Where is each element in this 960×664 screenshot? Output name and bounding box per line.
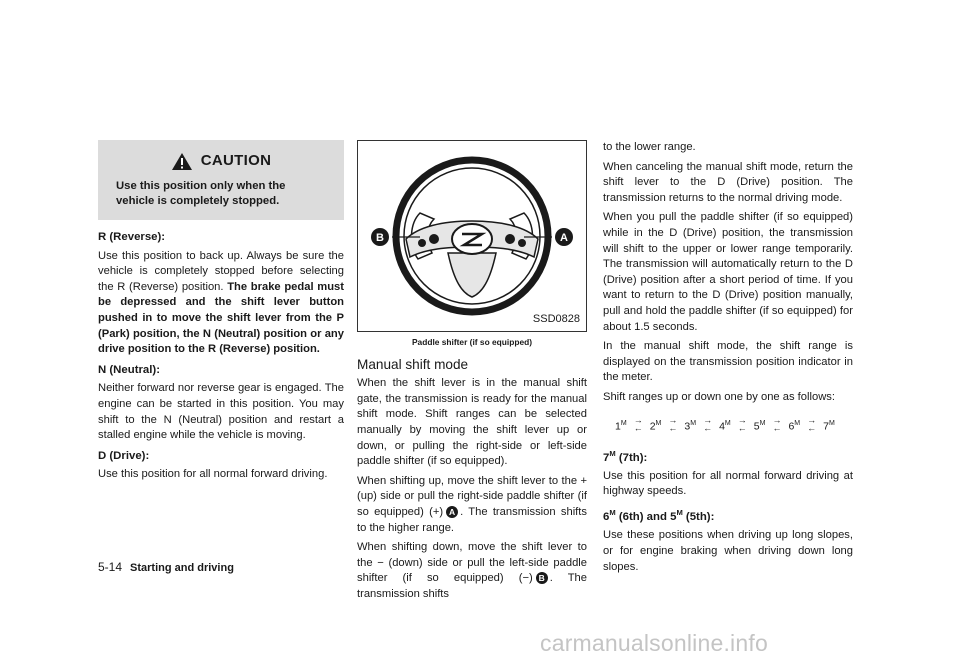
callout-label-b: B: [376, 232, 384, 244]
warning-triangle-icon: [171, 152, 193, 171]
drive-text: Use this position for all normal forward driving.: [98, 468, 328, 481]
gear-3m: [684, 416, 696, 435]
arrow-left-icon: ←: [807, 422, 817, 433]
manual-p1: When the shift lever is in the manual shift gate, the transmission is ready for the manual shift mode. Shift ranges can be selected manually by moving the shift lever up or down, or pulling the right-side or left-side paddle shifter (if so equipped).: [357, 377, 587, 468]
manual-p5: When you pull the paddle shifter (if so equipped) while in the D (Drive) position, the transmission will shift to the upper or lower range temporarily. The transmission will automatically return to the D (Drive) position after a short period of time. If you want to return to the D (Drive) position manually, pull and hold the paddle shifter (if so equipped) for about 1.5 seconds.: [603, 211, 853, 333]
gear-1m: [615, 416, 627, 435]
gear-number: 5: [753, 420, 760, 433]
watermark: carmanualsonline.info: [540, 630, 768, 656]
fifth-sup: M: [676, 508, 683, 518]
gear-sup: M: [655, 420, 662, 428]
gear-sup: M: [724, 420, 731, 428]
gear-sup: M: [759, 420, 766, 428]
shift-arrows: [703, 416, 712, 432]
caution-header: [98, 151, 344, 171]
arrow-right-icon: →: [633, 414, 643, 425]
column-left: [98, 140, 344, 487]
sixth-sup: M: [609, 508, 616, 518]
arrow-right-icon: →: [807, 414, 817, 425]
arrow-left-icon: ←: [633, 422, 643, 433]
figure-code: SSD0828: [532, 313, 580, 326]
seventh-heading: [603, 446, 853, 466]
fifth-num: 5: [670, 510, 677, 523]
callout-b-inline: B: [536, 572, 548, 584]
sixth-fifth-text: Use these positions when driving up long slopes, or for engine braking when driving down long slopes.: [603, 529, 853, 573]
gear-sup: M: [794, 420, 801, 428]
arrow-left-icon: ←: [703, 422, 713, 433]
shift-arrows: [738, 416, 747, 432]
arrow-right-icon: →: [772, 414, 782, 425]
gear-4m: [719, 416, 731, 435]
shift-arrows: [668, 416, 677, 432]
gear-sup: M: [690, 420, 697, 428]
reverse-text-bold: The brake pedal must be depressed and the shift lever button pushed in to move the shift lever from the P (Park) position, the N (Neutral) position or any drive position to the R (Reverse) position.: [98, 280, 344, 356]
gear-2m: [650, 416, 662, 435]
arrow-left-icon: ←: [737, 422, 747, 433]
arrow-right-icon: →: [703, 414, 713, 425]
gear-7m: [823, 416, 835, 435]
section-name: Starting and driving: [130, 562, 234, 574]
manual-shift-title: Manual shift mode: [357, 356, 469, 372]
callout-label-a: A: [560, 232, 568, 244]
drive-heading: D (Drive):: [98, 449, 150, 462]
neutral-heading: N (Neutral):: [98, 363, 161, 376]
gear-5m: [754, 416, 766, 435]
figure-caption: Paddle shifter (if so equipped): [411, 337, 533, 347]
page-footer: [98, 560, 234, 574]
manual-p6: In the manual shift mode, the shift range is displayed on the transmission position indicator in the meter.: [603, 340, 853, 384]
gear-number: 7: [823, 420, 829, 433]
steering-wheel-illustration: [358, 141, 586, 331]
manual-p4: When canceling the manual shift mode, return the shift lever to the D (Drive) position. The transmission returns to the normal driving mode.: [603, 160, 853, 204]
manual-p3: [357, 540, 587, 602]
reverse-text-plain: Use this position to back up. Always be sure the vehicle is completely stopped before selecting the R (Reverse) position.: [98, 249, 344, 293]
arrow-left-icon: ←: [668, 422, 678, 433]
column-right: [603, 140, 853, 579]
seventh-label: (7th):: [615, 451, 648, 464]
shift-arrows: [807, 416, 816, 432]
manual-p7: Shift ranges up or down one by one as follows:: [603, 390, 835, 403]
arrow-right-icon: →: [737, 414, 747, 425]
gear-number: 6: [788, 420, 795, 433]
gear-sup: M: [620, 420, 627, 428]
gear-sequence: [615, 414, 853, 436]
manual-p2-a: When shifting up, move the shift lever to the + (up) side or pull the right-side paddle shifter (if so equipped) (+): [357, 474, 587, 518]
reverse-heading: R (Reverse):: [98, 231, 166, 243]
sixth-fifth-end: (5th):: [682, 510, 715, 523]
manual-p3-continued: to the lower range.: [603, 141, 696, 153]
shift-arrows: [772, 416, 781, 432]
sixth-fifth-mid: (6th) and: [615, 510, 671, 523]
column-middle: [357, 140, 587, 607]
arrow-left-icon: ←: [772, 422, 782, 433]
manual-p3-a: When shifting down, move the shift lever to the − (down) side or pull the left-side paddle shifter (if so equipped) (−): [357, 541, 587, 585]
manual-p2: [357, 474, 587, 536]
seventh-num: 7: [603, 451, 610, 464]
neutral-text: Neither forward nor reverse gear is engaged. The engine can be started in this position. You may shift to the N (Neutral) position and restart a stalled engine while the vehicle is moving.: [98, 382, 344, 442]
sixth-num: 6: [603, 510, 610, 523]
paddle-shifter-figure: [357, 140, 587, 332]
manual-p3-b: . The transmission shifts: [357, 572, 587, 600]
gear-number: 1: [615, 420, 621, 433]
reverse-text: [98, 249, 344, 358]
gear-number: 2: [649, 420, 656, 433]
gear-sup: M: [828, 420, 835, 428]
caution-text: Use this position only when the vehicle is completely stopped.: [116, 180, 286, 207]
gear-number: 4: [719, 420, 725, 433]
gear-6m: [788, 416, 800, 435]
caution-title: CAUTION: [200, 152, 272, 170]
seventh-sup: M: [609, 448, 616, 458]
page-number: 5-14: [98, 560, 123, 574]
sixth-fifth-heading: [603, 505, 853, 525]
manual-p2-b: . The transmission shifts to the higher range.: [357, 505, 587, 534]
shift-arrows: [634, 416, 643, 432]
arrow-right-icon: →: [668, 414, 678, 425]
callout-a-inline: A: [446, 506, 458, 518]
gear-number: 3: [684, 420, 691, 433]
seventh-text: Use this position for all normal forward driving at highway speeds.: [603, 469, 853, 498]
caution-box: [98, 140, 344, 220]
